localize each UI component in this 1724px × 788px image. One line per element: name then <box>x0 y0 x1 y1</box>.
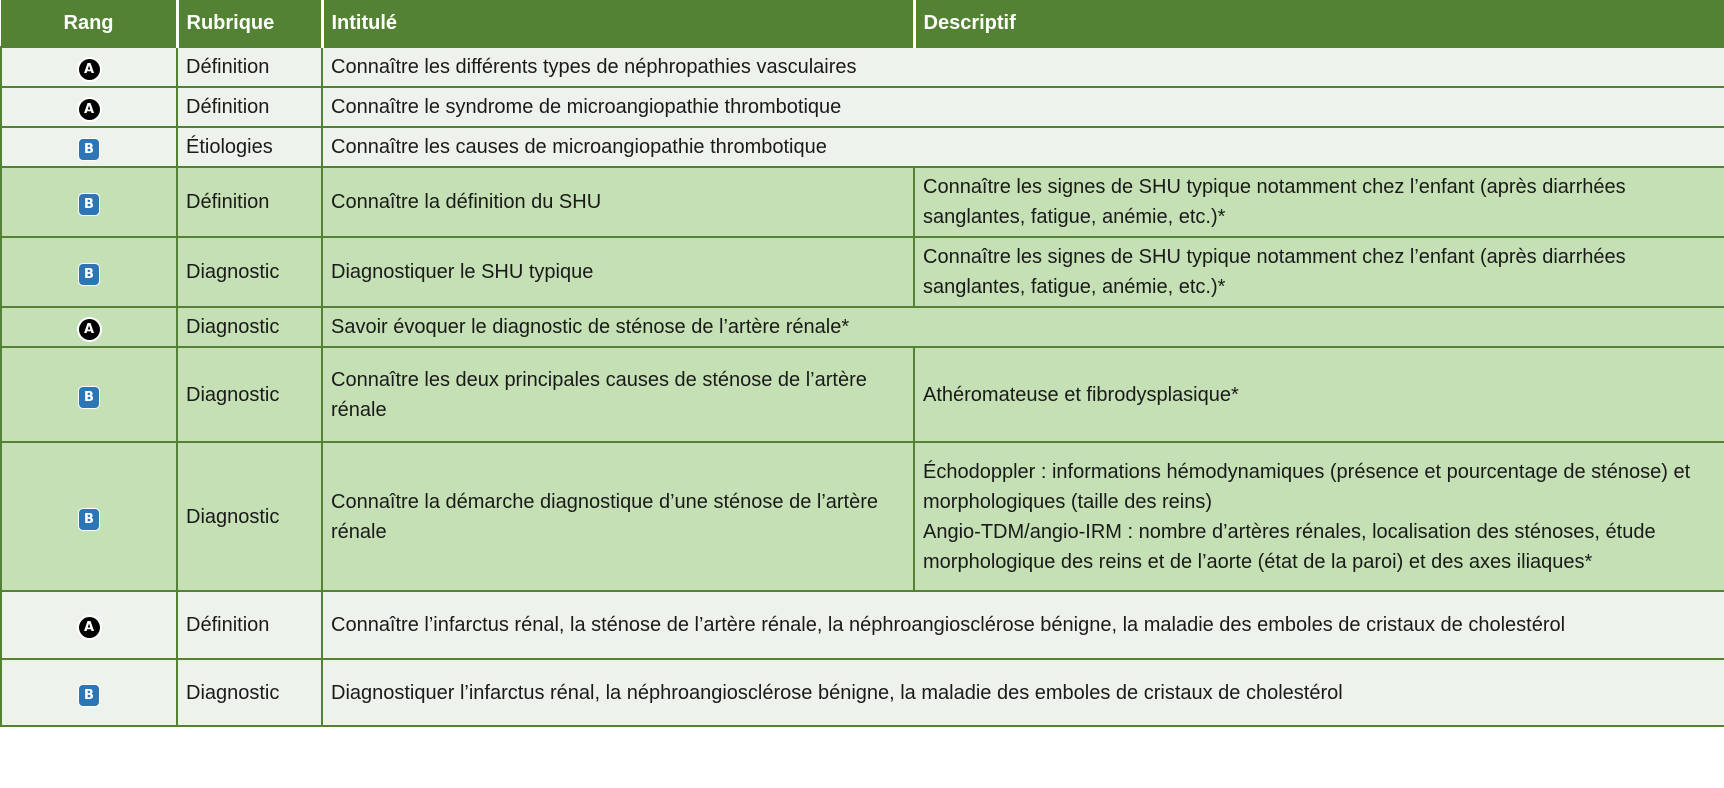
table-row <box>1 347 1724 442</box>
table-row <box>1 87 1724 127</box>
header-rang: Rang <box>1 0 177 47</box>
intitule-cell: Connaître les deux principales causes de sténose de l’artère rénale <box>322 347 914 442</box>
table-body <box>1 47 1724 726</box>
rank-a-icon: A <box>79 99 100 120</box>
intitule-cell: Connaître le syndrome de microangiopathie thrombotique <box>322 87 1724 127</box>
descriptif-line: Connaître les signes de SHU typique notamment chez l’enfant (après diarrhées sanglantes, fatigue, anémie, etc.)* <box>923 246 1626 298</box>
intitule-cell: Diagnostiquer l’infarctus rénal, la néphroangiosclérose bénigne, la maladie des emboles de cristaux de cholestérol <box>322 659 1724 726</box>
descriptif-line: Connaître les signes de SHU typique notamment chez l’enfant (après diarrhées sanglantes, fatigue, anémie, etc.)* <box>923 176 1626 228</box>
rubrique-cell: Diagnostic <box>177 237 322 307</box>
rank-b-icon: B <box>79 387 99 408</box>
intitule-cell: Connaître les différents types de néphropathies vasculaires <box>322 47 1724 87</box>
rubrique-cell: Définition <box>177 87 322 127</box>
rang-cell <box>1 237 177 307</box>
header-intitule: Intitulé <box>322 0 914 47</box>
rubrique-cell: Définition <box>177 47 322 87</box>
rank-a-icon: A <box>79 617 100 638</box>
rubrique-cell: Diagnostic <box>177 347 322 442</box>
rank-b-icon: B <box>79 685 99 706</box>
table-row <box>1 237 1724 307</box>
rubrique-cell: Diagnostic <box>177 659 322 726</box>
intitule-cell: Connaître la démarche diagnostique d’une sténose de l’artère rénale <box>322 442 914 591</box>
descriptif-cell <box>914 442 1724 591</box>
intitule-cell: Savoir évoquer le diagnostic de sténose de l’artère rénale* <box>322 307 1724 347</box>
table-row <box>1 167 1724 237</box>
rubrique-cell: Étiologies <box>177 127 322 167</box>
rubrique-cell: Définition <box>177 167 322 237</box>
intitule-cell: Connaître l’infarctus rénal, la sténose de l’artère rénale, la néphroangiosclérose bénigne, la maladie des emboles de cristaux de cholestérol <box>322 591 1724 659</box>
table-row <box>1 307 1724 347</box>
intitule-cell: Connaître les causes de microangiopathie thrombotique <box>322 127 1724 167</box>
rang-cell <box>1 87 177 127</box>
table-row <box>1 442 1724 591</box>
rank-b-icon: B <box>79 264 99 285</box>
intitule-cell: Connaître la définition du SHU <box>322 167 914 237</box>
rubrique-cell: Diagnostic <box>177 307 322 347</box>
rang-cell <box>1 591 177 659</box>
descriptif-cell <box>914 237 1724 307</box>
header-rubrique: Rubrique <box>177 0 322 47</box>
rubrique-cell: Diagnostic <box>177 442 322 591</box>
table-row <box>1 591 1724 659</box>
descriptif-cell <box>914 347 1724 442</box>
header-descriptif: Descriptif <box>914 0 1724 47</box>
descriptif-line: Échodoppler : informations hémodynamiques (présence et pourcentage de sténose) et morphologiques (taille des reins) <box>923 460 1691 513</box>
descriptif-cell <box>914 167 1724 237</box>
rank-b-icon: B <box>79 194 99 215</box>
descriptif-line: Athéromateuse et fibrodysplasique* <box>923 383 1239 406</box>
rang-cell <box>1 442 177 591</box>
rang-cell <box>1 167 177 237</box>
rang-cell <box>1 347 177 442</box>
rank-b-icon: B <box>79 509 99 530</box>
rang-cell <box>1 47 177 87</box>
descriptif-line: Angio-TDM/angio-IRM : nombre d’artères rénales, localisation des sténoses, étude morphologique des reins et de l’aorte (état de la paroi) et des axes iliaques* <box>923 520 1656 573</box>
rank-b-icon: B <box>79 139 99 160</box>
table-row <box>1 659 1724 726</box>
table-header <box>1 0 1724 47</box>
rank-a-icon: A <box>79 319 100 340</box>
rang-cell <box>1 127 177 167</box>
rank-a-icon: A <box>79 59 100 80</box>
intitule-cell: Diagnostiquer le SHU typique <box>322 237 914 307</box>
rang-cell <box>1 307 177 347</box>
rubrique-cell: Définition <box>177 591 322 659</box>
rang-cell <box>1 659 177 726</box>
table-row <box>1 47 1724 87</box>
table-row <box>1 127 1724 167</box>
